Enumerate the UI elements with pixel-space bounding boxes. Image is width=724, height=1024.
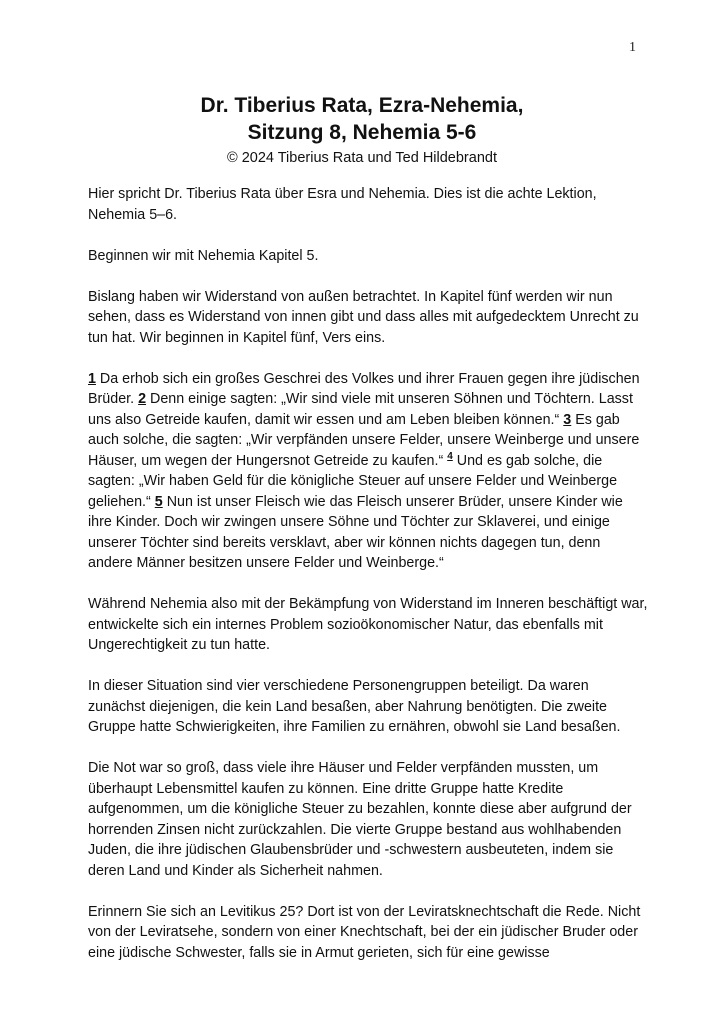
- paragraph-intro: Hier spricht Dr. Tiberius Rata über Esra und Nehemia. Dies ist die achte Lektion, Nehemia 5–6.: [88, 186, 597, 223]
- paragraph-distress: Die Not war so groß, dass viele ihre Häuser und Felder verpfänden mussten, um überhaupt Lebensmittel kaufen zu können. Eine dritte Gruppe hatte Kredite aufgenommen, um die königliche Steuer zu bezahlen, konnte diese aber aufgrund der horrenden Zinsen nicht zurückzahlen. Die vierte Gruppe bestand aus wohlhabenden Juden, die ihre jüdischen Glaubensbrüder und -schwestern ausbeuteten, indem sie deren Land und Kinder als Sicherheit nahmen.: [88, 760, 632, 879]
- document-body: [88, 184, 648, 984]
- verse-number: 2: [138, 391, 147, 407]
- verse-text: Nun ist unser Fleisch wie das Fleisch unserer Brüder, unsere Kinder wie ihre Kinder. Doch wir zwingen unsere Söhne und Töchter zur Sklaverei, und einige unserer Töchter sind bereits versklavt, aber wir können nichts dagegen tun, denn andere Männer besitzen unsere Felder und Weinberge.“: [88, 493, 623, 571]
- verse-number: 1: [88, 370, 96, 387]
- scripture-passage: [88, 369, 648, 574]
- paragraph-internal-problem: Während Nehemia also mit der Bekämpfung von Widerstand im Inneren beschäftigt war, entwickelte sich ein internes Problem sozioökonomischer Natur, das ebenfalls mit Ungerechtigkeit zu tun hatte.: [88, 596, 648, 653]
- verse-number: 5: [154, 493, 163, 510]
- page-number: 1: [629, 40, 636, 55]
- copyright-line: © 2024 Tiberius Rata und Ted Hildebrandt: [227, 150, 497, 166]
- verse-text: Und es gab solche, die sagten: „Wir haben Geld für die königliche Steuer auf unsere Felder und Weinberge geliehen.“: [88, 452, 618, 510]
- paragraph-context: Bislang haben wir Widerstand von außen betrachtet. In Kapitel fünf werden wir nun sehen, dass es Widerstand von innen gibt und dass alles mit aufgedecktem Unrecht zu tun hat. Wir beginnen in Kapitel fünf, Vers eins.: [88, 288, 639, 346]
- title-line-2: Sitzung 8, Nehemia 5-6: [247, 121, 477, 144]
- document-title: [0, 92, 724, 146]
- paragraph-start: Beginnen wir mit Nehemia Kapitel 5.: [88, 247, 319, 264]
- paragraph-four-groups: In dieser Situation sind vier verschiedene Personengruppen beteiligt. Da waren zunächst diejenigen, die kein Land besaßen, aber Nahrung benötigten. Die zweite Gruppe hatte Schwierigkeiten, ihre Familien zu ernähren, obwohl sie Land besaßen.: [88, 678, 621, 735]
- verse-text: Es gab auch solche, die sagten: „Wir verpfänden unsere Felder, unsere Weinberge und unsere Häuser, um wegen der Hungersnot Getreide zu kaufen.“: [88, 411, 640, 469]
- title-line-1: Dr. Tiberius Rata, Ezra-Nehemia,: [200, 94, 524, 117]
- verse-number: 3: [563, 411, 572, 428]
- verse-text: Da erhob sich ein großes Geschrei des Volkes und ihrer Frauen gegen ihre jüdischen Brüder.: [88, 370, 640, 407]
- verse-number: 4: [447, 450, 453, 462]
- verse-text: Denn einige sagten: „Wir sind viele mit unseren Söhnen und Töchtern. Lasst uns also Getreide kaufen, damit wir essen und am Leben bleiben können.“: [88, 391, 633, 428]
- paragraph-leviticus: Erinnern Sie sich an Levitikus 25? Dort ist von der Leviratsknechtschaft die Rede. Nicht von der Leviratsehe, sondern von einer Knechtschaft, bei der ein jüdischer Bruder oder eine jüdische Schwester, falls sie in Armut gerieten, sich für eine gewisse: [88, 903, 641, 961]
